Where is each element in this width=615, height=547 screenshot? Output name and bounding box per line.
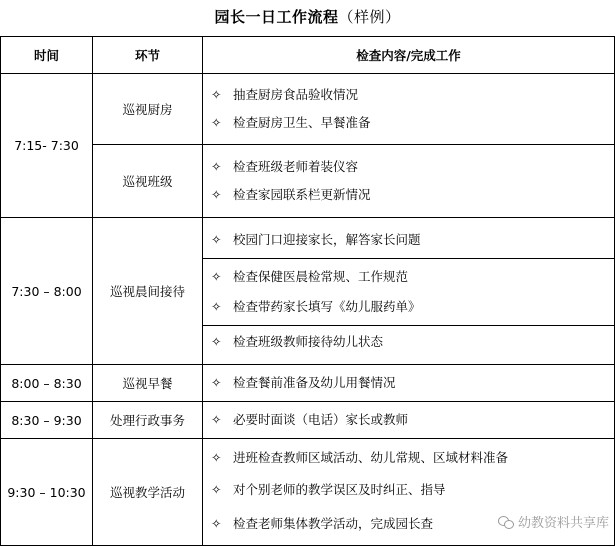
time-cell: 8:30 – 9:30 — [1, 402, 93, 439]
task-item: ✧ 进班检查教师区域活动、幼儿常规、区域材料准备 — [211, 450, 509, 465]
link-cell: 巡视教学活动 — [93, 439, 203, 546]
task-item: ✧ 必要时面谈（电话）家长或教师 — [211, 412, 409, 427]
link-cell: 巡视厨房 — [93, 74, 203, 145]
table-row — [1, 218, 615, 365]
workflow-table — [0, 36, 615, 546]
table-row — [1, 74, 615, 145]
time-cell: 7:15- 7:30 — [1, 74, 93, 218]
title-sub: （样例） — [338, 8, 401, 26]
task-item: ✧ 检查餐前准备及幼儿用餐情况 — [211, 375, 396, 390]
task-item: ✧ 对个别老师的教学误区及时纠正、指导 — [211, 482, 446, 497]
watermark-text: 幼教资料共享库 — [517, 516, 609, 531]
task-item: ✧ 抽查厨房食品验收情况 — [211, 87, 359, 102]
task-item: ✧ 检查家园联系栏更新情况 — [211, 187, 371, 202]
title-main: 园长一日工作流程 — [214, 8, 339, 26]
header-time: 时间 — [1, 37, 93, 74]
link-cell: 巡视早餐 — [93, 365, 203, 402]
header-row — [1, 37, 615, 74]
link-cell: 巡视晨间接待 — [93, 218, 203, 365]
task-item: ✧ 检查厨房卫生、早餐准备 — [211, 115, 371, 130]
table-row — [1, 402, 615, 439]
header-link: 环节 — [93, 37, 203, 74]
wechat-icon — [498, 515, 514, 529]
task-cell — [203, 218, 615, 365]
page-title — [0, 6, 615, 27]
task-item: ✧ 检查保健医晨检常规、工作规范 — [211, 269, 409, 284]
link-cell: 处理行政事务 — [93, 402, 203, 439]
link-cell: 巡视班级 — [93, 145, 203, 218]
watermark — [498, 512, 609, 531]
time-cell: 7:30 – 8:00 — [1, 218, 93, 365]
header-task: 检查内容/完成工作 — [203, 37, 615, 74]
time-cell: 8:00 – 8:30 — [1, 365, 93, 402]
task-cell — [203, 74, 615, 145]
task-cell — [203, 402, 615, 439]
task-item: ✧ 检查班级老师着装仪容 — [211, 159, 359, 174]
table-row — [1, 145, 615, 218]
time-cell: 9:30 – 10:30 — [1, 439, 93, 546]
task-item: ✧ 检查班级教师接待幼儿状态 — [211, 334, 384, 349]
task-item: ✧ 检查老师集体教学活动，完成园长查 — [211, 516, 434, 531]
task-cell — [203, 145, 615, 218]
table-row — [1, 365, 615, 402]
task-item: ✧ 校园门口迎接家长，解答家长问题 — [211, 232, 421, 247]
task-item: ✧ 检查带药家长填写《幼儿服药单》 — [211, 299, 421, 314]
task-cell — [203, 365, 615, 402]
